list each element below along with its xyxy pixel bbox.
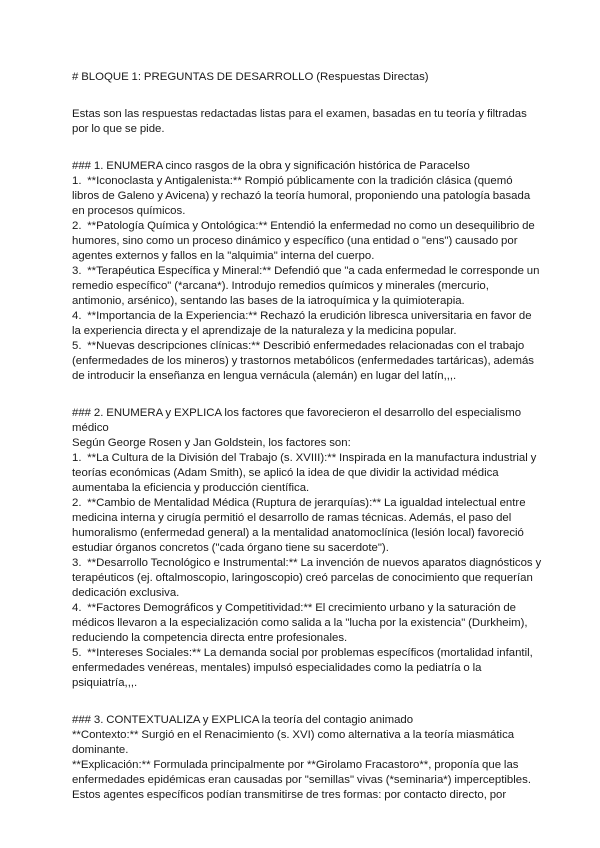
section-2-item: 5. **Intereses Sociales:** La demanda social por problemas específicos (mortalidad infantil, enfermedades venéreas, mentales) impulsó especialidades como la pediatría o la psiquiatría,,,. xyxy=(72,647,536,689)
section-1-item: 1. **Iconoclasta y Antigalenista:** Rompió públicamente con la tradición clásica (quemó libros de Galeno y Avicena) y rechazó la teoría humoral, proponiendo una patología basada en procesos químicos. xyxy=(72,175,534,217)
section-3-explanation: **Explicación:** Formulada principalmente por **Girolamo Fracastoro**, proponía que las enfermedades epidémicas eran causadas por "semillas" vivas (*seminaria*) imperceptibles. Estos agentes específicos podían transmitirse de tres formas: por contacto directo, por xyxy=(72,759,534,801)
section-2-heading: ### 2. ENUMERA y EXPLICA los factores que favorecieron el desarrollo del especialismo médico xyxy=(72,407,524,434)
section-2-item: 2. **Cambio de Mentalidad Médica (Ruptura de jerarquías):** La igualdad intelectual entre medicina interna y cirugía permitió el desarrollo de ramas técnicas. Además, el paso del humoralismo (enfermedad general) a la mentalidad anatomoclínica (lesión local) favoreció estudiar órganos concretos ("cada órgano tiene su sacerdote"). xyxy=(72,497,529,554)
section-2-lead: Según George Rosen y Jan Goldstein, los factores son: xyxy=(72,437,351,449)
section-3-heading: ### 3. CONTEXTUALIZA y EXPLICA la teoría del contagio animado xyxy=(72,714,414,726)
section-1-heading: ### 1. ENUMERA cinco rasgos de la obra y significación histórica de Paracelso xyxy=(72,160,470,172)
section-2-item: 3. **Desarrollo Tecnológico e Instrumental:** La invención de nuevos aparatos diagnósticos y terapéuticos (ej. oftalmoscopio, laringoscopio) creó parcelas de conocimiento que requerían dedicación exclusiva. xyxy=(72,557,545,599)
section-2-item: 4. **Factores Demográficos y Competitividad:** El crecimiento urbano y la saturación de médicos llevaron a la especialización como salida a la "lucha por la existencia" (Durkheim), reduciendo la competencia directa entre profesionales. xyxy=(72,602,531,644)
section-1-item: 2. **Patología Química y Ontológica:** Entendió la enfermedad no como un desequilibrio de humores, sino como un proceso dinámico y específico (una entidad o "ens") causado por agentes externos y fallos en la "alquimia" interna del cuerpo. xyxy=(72,220,538,262)
section-2-item: 1. **La Cultura de la División del Trabajo (s. XVIII):** Inspirada en la manufactura industrial y teorías económicas (Adam Smith), se aplicó la idea de que dividir la actividad médica aumentaba la eficiencia y producción científica. xyxy=(72,452,540,494)
intro-paragraph: Estas son las respuestas redactadas listas para el examen, basadas en tu teoría y filtradas por lo que se pide. xyxy=(72,108,530,135)
section-1-item: 5. **Nuevas descripciones clínicas:** Describió enfermedades relacionadas con el trabajo (enfermedades de los mineros) y trastornos metabólicos (enfermedades tartáricas), además de introducir la enseñanza en lengua vernácula (alemán) en lugar del latín,,,. xyxy=(72,340,537,382)
section-1-item: 3. **Terapéutica Específica y Mineral:** Defendió que "a cada enfermedad le corresponde un remedio específico" (*arcana*). Introdujo remedios químicos y minerales (mercurio, antimonio, arsénico), sentando las bases de la iatroquímica y la quimioterapia. xyxy=(72,265,543,307)
section-3-context: **Contexto:** Surgió en el Renacimiento (s. XVI) como alternativa a la teoría miasmática dominante. xyxy=(72,729,517,756)
document-title: # BLOQUE 1: PREGUNTAS DE DESARROLLO (Respuestas Directas) xyxy=(72,71,429,83)
document-page xyxy=(72,70,545,803)
section-1-item: 4. **Importancia de la Experiencia:** Rechazó la erudición libresca universitaria en favor de la experiencia directa y el aprendizaje de la naturaleza y la medicina popular. xyxy=(72,310,535,337)
